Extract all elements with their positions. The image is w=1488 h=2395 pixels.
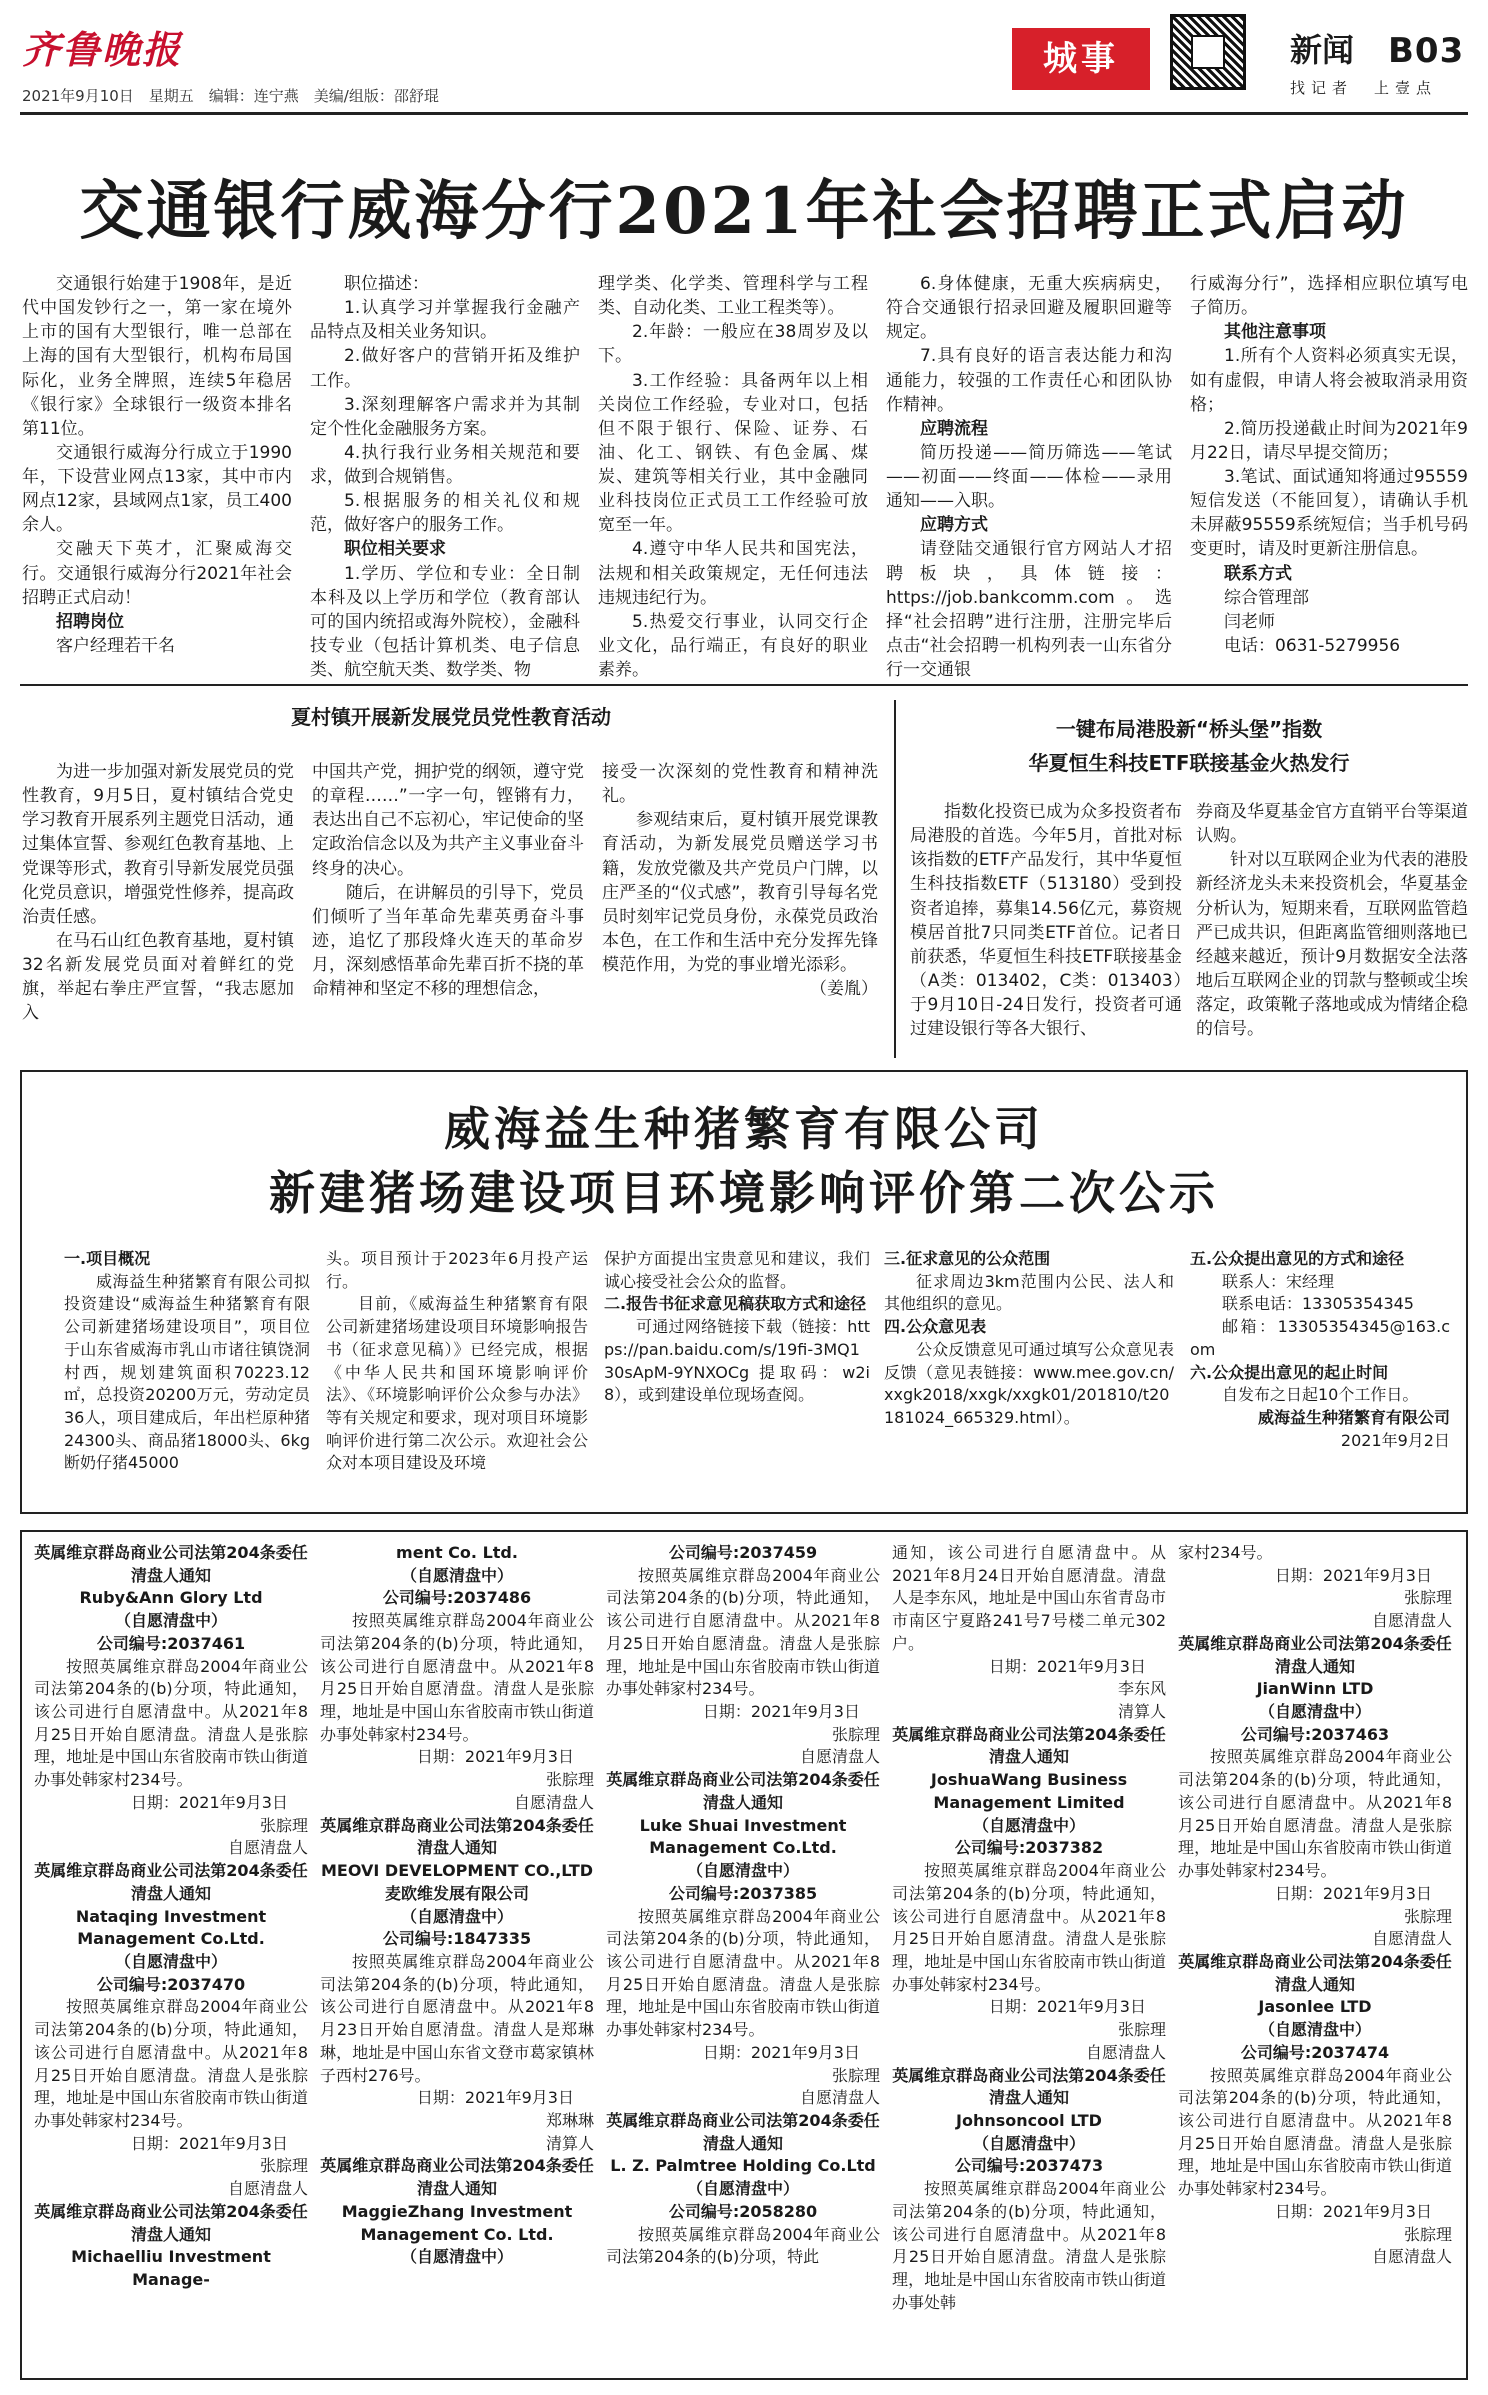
status-label: （自愿清盘中） [114,1611,227,1631]
eia-col-4 [884,1248,1174,1430]
company-number: 公司编号:2037461 [96,1633,246,1653]
status-label: （自愿清盘中） [114,1951,227,1971]
paragraph: 交通银行始建于1908年，是近代中国发钞行之一，第一家在境外上市的国有大型银行，唯一总部在上海的国有大型银行，机构布局国际化，业务全牌照，连续5年稳居《银行家》全球银行一级资本排名第11位。 [22,274,292,439]
paragraph: 交通银行威海分行成立于1990年，下设营业网点13家，其中市内网点12家，县域网点1家，员工400余人。 [22,442,292,536]
notice-body: 按照英属维京群岛2004年商业公司法第204条的(b)分项，特此通知，该公司进行自愿清盘中。从2021年8月25日开始自愿清盘。清盘人是张腙理，地址是中国山东省胶南市铁山街道办事处韩 [892,2179,1166,2312]
liquidator-name: 张腙理 [259,2156,308,2176]
eia-col-3 [604,1248,870,1407]
liquidator-role: 自愿清盘人 [513,1792,594,1812]
notice-column-3 [606,1542,880,2269]
notice-date: 日期：2021年9月3日 [130,2133,288,2153]
status-label: （自愿清盘中） [686,2179,799,2199]
company-number: 公司编号:2037474 [1240,2042,1390,2062]
liquidator-role: 清算人 [545,2133,594,2153]
notice-title: 英属维京群岛商业公司法第204条委任清盘人通知 [606,2110,880,2153]
status-label: （自愿清盘中） [400,1565,513,1585]
paragraph: 请登陆交通银行官方网站人才招聘板块，具体链接：https://job.bankcomm.com。选择“社会招聘”进行注册，注册完毕后点击“社会招聘一机构列表一山东省分行一交通银 [886,539,1172,680]
liquidator-role: 自愿清盘人 [1371,2247,1452,2267]
notice-date: 日期：2021年9月3日 [1274,1565,1432,1585]
subhead: 联系方式 [1224,563,1292,584]
status-label: （自愿清盘中） [972,2133,1085,2153]
masthead-logo: 齐鲁晚报 [22,27,183,72]
contact-line: 邮箱：13305354345@163.com [1190,1317,1450,1359]
notice-title: 英属维京群岛商业公司法第204条委任清盘人通知 [892,1724,1166,1767]
notice-body: 家村234号。 [1178,1543,1273,1562]
status-label: （自愿清盘中） [972,1815,1085,1835]
paragraph: 参观结束后，夏村镇开展党课教育活动，为新发展党员赠送学习书籍，发放党徽及共产党员户门牌，以庄严圣的“仪式感”，教育引导每名党员时刻牢记党员身份，永葆党员政治本色，在工作和生活中充分发挥先锋模范作用，为党的事业增光添彩。 [602,810,878,975]
paragraph: 公众反馈意见可通过填写公众意见表反馈（意见表链接：www.mee.gov.cn/xxgk2018/xxgk/xxgk01/201810/t20181024_665329.html）。 [884,1339,1174,1428]
subhead: 应聘方式 [920,515,988,536]
recruit-col-4 [886,272,1172,682]
header-rule [20,112,1468,115]
paragraph: 3.工作经验：具备两年以上相关岗位工作经验，专业对口，包括但不限于银行、保险、证券、石油、化工、钢铁、有色金属、煤炭、建筑等相关行业，其中金融同业科技岗位正式员工工作经验可放宽至一年。 [598,370,868,536]
paragraph: 随后，在讲解员的引导下，党员们倾听了当年革命先辈英勇奋斗事迹，追忆了那段烽火连天的革命岁月，深刻感悟革命先辈百折不挠的革命精神和坚定不移的理想信念， [312,882,584,1000]
notice-body: 按照英属维京群岛2004年商业公司法第204条的(b)分项，特此通知，该公司进行自愿清盘中。从2021年8月25日开始自愿清盘。清盘人是张腙理，地址是中国山东省胶南市铁山街道办事处韩家村234号。 [320,1611,594,1744]
company-number: 公司编号:2037459 [668,1543,818,1562]
notice-title: 英属维京群岛商业公司法第204条委任清盘人通知 [34,1543,308,1585]
liquidator-role: 自愿清盘人 [1371,1929,1452,1949]
liquidator-name: 张腙理 [831,1724,880,1744]
liquidator-name: 郑琳琳 [545,2110,594,2130]
fund-title-2: 华夏恒生科技ETF联接基金火热发行 [1028,751,1350,775]
notice-body: 按照英属维京群岛2004年商业公司法第204条的(b)分项，特此通知，该公司进行自愿清盘中。从2021年8月25日开始自愿清盘。清盘人是张腙理，地址是中国山东省胶南市铁山街道办事处韩家村234号。 [1178,1747,1452,1881]
company-name: L. Z. Palmtree Holding Co.Ltd [610,2156,876,2176]
paragraph: 1.认真学习并掌握我行金融产品特点及相关业务知识。 [310,298,580,343]
notice-date: 日期：2021年9月3日 [1274,2201,1432,2221]
paragraph: 6.身体健康，无重大疾病病史，符合交通银行招录回避及履职回避等规定。 [886,274,1172,343]
paragraph: 指数化投资已成为众多投资者布局港股的首选。今年5月，首批对标该指数的ETF产品发行，其中华夏恒生科技指数ETF（513180）受到投资者追捧，募集14.56亿元，募资规模居首批7只同类ETF首位。记者日前获悉，华夏恒生科技ETF联接基金（A类：013402，C类：013403）于9月10日-24日发行，投资者可通过建设银行等各大银行、 [910,802,1182,1040]
liquidator-role: 自愿清盘人 [799,2088,880,2108]
contact-line: 综合管理部 [1224,587,1309,608]
notice-column-4 [892,1542,1166,2314]
paragraph: 中国共产党，拥护党的纲领，遵守党的章程……”一字一句，铿锵有力，表达出自己不忘初心，牢记使命的坚定政治信念以及为共产主义事业奋斗终身的决心。 [312,762,584,879]
paragraph: 自发布之日起10个工作日。 [1222,1385,1419,1405]
notice-body: 按照英属维京群岛2004年商业公司法第204条的(b)分项，特此通知，该公司进行自愿清盘中。从2021年8月23日开始自愿清盘。清盘人是郑琳琳，地址是中国山东省文登市葛家镇林子西村276号。 [320,1951,594,2085]
liquidator-role: 自愿清盘人 [1371,1611,1452,1631]
paragraph: 在马石山红色教育基地，夏村镇32名新发展党员面对着鲜红的党旗，举起右拳庄严宣誓，“我志愿加入 [22,930,294,1024]
notice-column-1 [34,1542,308,2292]
notice-body: 按照英属维京群岛2004年商业公司法第204条的(b)分项，特此通知，该公司进行自愿清盘中。从2021年8月25日开始自愿清盘。清盘人是张腙理，地址是中国山东省胶南市铁山街道办事处韩家村234号。 [34,1997,308,2130]
notice-body: 按照英属维京群岛2004年商业公司法第204条的(b)分项，特此通知，该公司进行自愿清盘中。从2021年8月25日开始自愿清盘。清盘人是张腙理，地址是中国山东省胶南市铁山街道办事处韩家村234号。 [606,1906,880,2040]
paragraph: 2.年龄：一般应在38周岁及以下。 [598,322,868,367]
company-name: Michaelliu Investment Manage- [71,2247,271,2289]
company-number: 公司编号:2037486 [382,1588,532,1608]
liquidator-role: 清算人 [1117,1702,1166,1722]
paragraph: 3.笔试、面试通知将通过95559短信发送（不能回复），请确认手机未屏蔽95559系统短信；当手机号码变更时，请及时更新注册信息。 [1190,467,1468,560]
notice-body: 按照英属维京群岛2004年商业公司法第204条的(b)分项，特此通知，该公司进行自愿清盘中。从2021年8月25日开始自愿清盘。清盘人是张腙理，地址是中国山东省胶南市铁山街道办事处韩家村234号。 [606,1565,880,1699]
dateline: 2021年9月10日 星期五 编辑：连宁燕 美编/组版：邵舒琨 [22,87,439,105]
company-number: 公司编号:2037385 [668,1883,818,1903]
recruit-col-1 [22,272,292,658]
company-name: MEOVI DEVELOPMENT CO.,LTD 麦欧维发展有限公司 [320,1861,594,1903]
fund-col-1 [910,800,1182,1041]
xiacun-col-3 [602,760,878,1001]
paragraph: 1.所有个人资料必须真实无误，如有虚假，申请人将会被取消录用资格； [1190,346,1468,415]
paragraph: 2.简历投递截止时间为2021年9月22日，请尽早提交简历； [1190,418,1468,463]
company-number: 公司编号:2037463 [1240,1724,1390,1744]
paragraph: 接受一次深刻的党性教育和精神洗礼。 [602,762,878,807]
contact-line: 闫老师 [1224,611,1275,632]
company-number: 公司编号:2037382 [954,1838,1104,1858]
notice-body: 按照英属维京群岛2004年商业公司法第204条的(b)分项，特此通知，该公司进行自愿清盘中。从2021年8月25日开始自愿清盘。清盘人是张腙理，地址是中国山东省胶南市铁山街道办事处韩家村234号。 [1178,2065,1452,2199]
liquidator-name: 张腙理 [1117,2020,1166,2040]
company-name: MaggieZhang Investment Management Co. Ltd. [341,2201,573,2244]
paragraph: 头。项目预计于2023年6月投产运行。 [326,1249,588,1291]
liquidator-role: 自愿清盘人 [227,1838,308,1858]
notice-body: 按照英属维京群岛2004年商业公司法第204条的(b)分项，特此通知，该公司进行自愿清盘中。从2021年8月25日开始自愿清盘。清盘人是张腙理，地址是中国山东省胶南市铁山街道办事处韩家村234号。 [892,1861,1166,1994]
subhead: 六.公众提出意见的起止时间 [1190,1362,1389,1382]
notice-title: 英属维京群岛商业公司法第204条委任清盘人通知 [320,2156,594,2199]
company-name: JianWinn LTD [1256,1679,1374,1699]
company-number: 公司编号:2037470 [96,1974,246,1994]
notice-date: 日期：2021年9月3日 [1274,1883,1432,1903]
liquidator-name: 张腙理 [1403,2224,1452,2244]
liquidator-role: 自愿清盘人 [799,1747,880,1767]
paragraph: 1.学历、学位和专业：全日制本科及以上学历和学位（教育部认可的国内统招或海外院校），金融科技专业（包括计算机类、电子信息类、航空航天类、数学类、物 [310,563,580,680]
notice-title: 英属维京群岛商业公司法第204条委任清盘人通知 [1178,1633,1452,1676]
xiacun-col-1 [22,760,294,1025]
paragraph: 目前，《威海益生种猪繁育有限公司新建猪场建设项目环境影响报告书（征求意见稿）》已经完成，根据《中华人民共和国环境影响评价法》、《环境影响评价公众参与办法》等有关规定和要求，现对项目环境影响评价进行第二次公示。欢迎社会公众对本项目建设及环境 [326,1294,588,1473]
notice-title: 英属维京群岛商业公司法第204条委任清盘人通知 [34,2201,308,2244]
recruit-col-5 [1190,272,1468,658]
xiacun-col-2 [312,760,584,1001]
company-number: 公司编号:2058280 [668,2201,818,2221]
paragraph: 针对以互联网企业为代表的港股新经济龙头未来投资机会，华夏基金分析认为，短期来看，互联网监管趋严已成共识，但距离监管细则落地已经越来越近，预计9月数据安全法落地后互联网企业的罚款与整顿或尘埃落定，政策靴子落地或成为情绪企稳的信号。 [1196,850,1468,1040]
subhead: 二.报告书征求意见稿获取方式和途径 [604,1294,867,1314]
notice-date: 日期：2021年9月3日 [702,2042,860,2062]
paragraph: 4.遵守中华人民共和国宪法，法规和相关政策规定，无任何违法违规违纪行为。 [598,539,868,608]
company-name: Ruby&Ann Glory Ltd [79,1588,263,1608]
notice-date: 日期：2021年9月3日 [988,1656,1146,1676]
contact-line: 电话：0631-5279956 [1224,635,1401,656]
notice-date: 日期：2021年9月3日 [702,1702,860,1722]
page-label: 新闻 [1290,31,1355,69]
paragraph: 可通过网络链接下载（链接：https://pan.baidu.com/s/19fi-3MQ130sApM-9YNXOCg 提取码：w2i8），或到建设单位现场查阅。 [604,1317,870,1405]
notice-title: 英属维京群岛商业公司法第204条委任清盘人通知 [320,1815,594,1858]
signature-date: 2021年9月2日 [1340,1430,1450,1450]
subhead: 五.公众提出意见的方式和途径 [1190,1249,1405,1268]
notice-column-2 [320,1542,594,2269]
liquidator-name: 李东风 [1117,1679,1166,1699]
liquidator-name: 张腙理 [831,2065,880,2085]
notice-body: 通知，该公司进行自愿清盘中。从2021年8月24日开始自愿清盘。清盘人是李东风，地址是中国山东省青岛市市南区宁夏路241号7号楼二单元302户。 [892,1543,1166,1653]
divider-vertical [894,700,896,1058]
notice-date: 日期：2021年9月3日 [416,2088,574,2108]
paragraph: 2.做好客户的营销开拓及维护工作。 [310,346,580,391]
liquidator-name: 张腙理 [1403,1588,1452,1608]
eia-col-2 [326,1248,588,1475]
paragraph: 客户经理若干名 [56,635,175,656]
company-number: 公司编号:1847335 [382,1929,532,1949]
signature: 威海益生种猪繁育有限公司 [1257,1408,1450,1428]
fund-title-1: 一键布局港股新“桥头堡”指数 [1055,717,1323,741]
subhead: 应聘流程 [920,418,988,439]
liquidator-role: 自愿清盘人 [227,2179,308,2199]
notice-body: 按照英属维京群岛2004年商业公司法第204条的(b)分项，特此通知，该公司进行自愿清盘中。从2021年8月25日开始自愿清盘。清盘人是张腙理，地址是中国山东省胶南市铁山街道办事处韩家村234号。 [34,1656,308,1790]
subhead: 其他注意事项 [1224,322,1326,343]
paragraph: 简历投递——简历筛选——笔试——初面——终面——体检——录用通知——入职。 [886,442,1172,512]
eia-title-1: 威海益生种猪繁育有限公司 [444,1102,1044,1156]
status-label: （自愿清盘中） [686,1861,799,1881]
subhead: 职位相关要求 [344,539,446,560]
eia-title-2: 新建猪场建设项目环境影响评价第二次公示 [269,1166,1219,1220]
paragraph: 理学类、化学类、管理科学与工程类、自动化类、工业工程类等）。 [598,274,868,319]
eia-col-1 [64,1248,310,1475]
paragraph: 威海益生种猪繁育有限公司拟投资建设“威海益生种猪繁育有限公司新建猪场建设项目”，项目位于山东省威海市乳山市诸往镇饶洞村西，规划建筑面积70223.12㎡，总投资20200万元，劳动定员36人，项目建成后，年出栏原种猪24300头、商品猪18000头、6kg断奶仔猪45000 [64,1271,310,1473]
notice-column-5 [1178,1542,1452,2269]
divider [20,684,1468,686]
contact-line: 联系电话：13305354345 [1222,1294,1414,1314]
qr-code-icon [1170,14,1246,90]
notice-date: 日期：2021年9月3日 [988,1997,1146,2017]
recruit-col-2 [310,272,580,682]
page-number: B03 [1388,31,1465,71]
xiacun-title: 夏村镇开展新发展党员党性教育活动 [291,705,611,729]
company-name: Jasonlee LTD [1258,1997,1372,2017]
company-name: Luke Shuai Investment Management Co.Ltd. [639,1815,847,1858]
notice-title: 英属维京群岛商业公司法第204条委任清盘人通知 [1178,1951,1452,1994]
notice-title: 英属维京群岛商业公司法第204条委任清盘人通知 [34,1861,308,1903]
liquidator-role: 自愿清盘人 [1085,2042,1166,2062]
subhead: 一.项目概况 [64,1249,151,1268]
headline: 交通银行威海分行2021年社会招聘正式启动 [79,174,1409,249]
subhead: 四.公众意见表 [884,1317,987,1337]
subhead: 招聘岗位 [56,611,124,632]
paragraph: 4.执行我行业务相关规范和要求，做到合规销售。 [310,442,580,487]
status-label: （自愿清盘中） [1258,2020,1371,2040]
company-name: Johnsoncool LTD [956,2110,1102,2130]
paragraph: 为进一步加强对新发展党员的党性教育，9月5日，夏村镇结合党史学习教育开展系列主题党日活动，通过集体宣誓、参观红色教育基地、上党课等形式，教育引导新发展党员强化党员意识，增强党性修养，提高政治责任感。 [22,762,294,927]
notice-title: 英属维京群岛商业公司法第204条委任清盘人通知 [606,1770,880,1812]
liquidator-name: 张腙理 [1403,1906,1452,1926]
notice-body: 按照英属维京群岛2004年商业公司法第204条的(b)分项，特此 [606,2224,880,2267]
paragraph: 3.深刻理解客户需求并为其制定个性化金融服务方案。 [310,394,580,439]
status-label: （自愿清盘中） [400,1906,513,1926]
contact-line: 联系人：宋经理 [1222,1271,1335,1291]
company-number: 公司编号:2037473 [954,2156,1104,2176]
paragraph: 券商及华夏基金官方直销平台等渠道认购。 [1196,802,1468,847]
notice-date: 日期：2021年9月3日 [416,1747,574,1767]
paragraph: 5.热爱交行事业，认同交行企业文化，品行端正，有良好的职业素养。 [598,611,868,680]
reporter-line: 找记者 上壹点 [1290,79,1438,97]
subhead: 三.征求意见的公众范围 [884,1249,1051,1268]
paragraph: 5.根据服务的相关礼仪和规范，做好客户的服务工作。 [310,491,580,536]
fund-col-2 [1196,800,1468,1041]
liquidator-name: 张腙理 [545,1770,594,1790]
company-name: Nataqing Investment Management Co.Ltd. [75,1906,267,1949]
paragraph: 交融天下英才，汇聚威海交行。交通银行威海分行2021年社会招聘正式启动！ [22,539,292,608]
eia-col-5 [1190,1248,1450,1452]
liquidator-name: 张腙理 [259,1815,308,1835]
paragraph: 职位描述： [344,274,429,294]
recruit-col-3 [598,272,868,682]
paragraph: 征求周边3km范围内公民、法人和其他组织的意见。 [884,1271,1174,1314]
paragraph: 7.具有良好的语言表达能力和沟通能力，较强的工作责任心和团队协作精神。 [886,346,1172,415]
section-tag: 城事 [1012,28,1150,90]
status-label: （自愿清盘中） [1258,1702,1371,1722]
paragraph: 行威海分行”，选择相应职位填写电子简历。 [1190,274,1468,319]
notice-date: 日期：2021年9月3日 [130,1792,288,1812]
status-label: （自愿清盘中） [400,2247,513,2267]
company-name: JoshuaWang Business Management Limited [930,1770,1128,1812]
byline: （姜胤） [810,979,878,1000]
notice-title: 英属维京群岛商业公司法第204条委任清盘人通知 [892,2065,1166,2108]
company-name: ment Co. Ltd. [396,1543,518,1562]
paragraph: 保护方面提出宝贵意见和建议，我们诚心接受社会公众的监督。 [604,1249,870,1291]
